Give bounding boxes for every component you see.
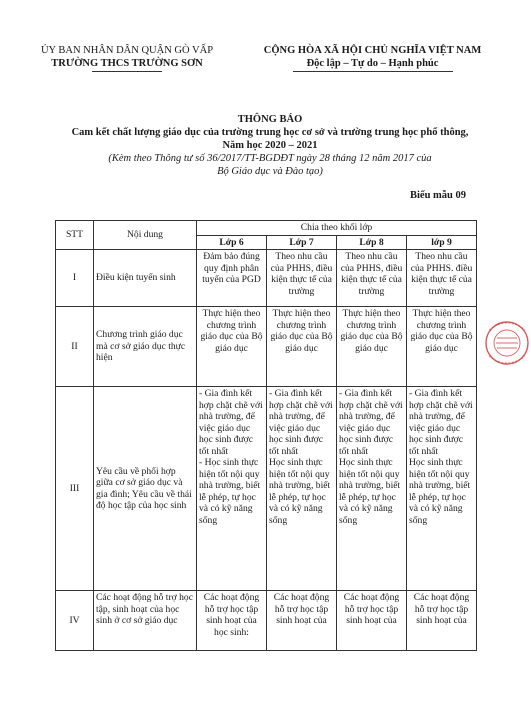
row-cell-grade-7: Theo nhu cầu của PHHS, điều kiện thực tế của trường bbox=[267, 250, 337, 307]
row-cell-grade-9: - Gia đình kết hợp chặt chẽ với nhà trường, để việc giáo dục học sinh được tốt nhất Học sinh thực hiện tốt nội quy nhà trường, biết lễ phép, tự học và có kỹ năng sống bbox=[407, 387, 477, 591]
row-stt: II bbox=[56, 307, 94, 387]
header-grade-6: Lớp 6 bbox=[197, 235, 267, 250]
authority-name: ỦY BAN NHÂN DÂN QUẬN GÒ VẤP bbox=[40, 45, 214, 56]
document-title-block bbox=[30, 113, 510, 178]
row-stt: III bbox=[56, 387, 94, 591]
row-stt: I bbox=[56, 250, 94, 307]
school-name: TRƯỜNG THCS TRƯỜNG SƠN bbox=[51, 58, 203, 69]
issuer-block bbox=[22, 44, 232, 72]
row-cell-grade-8: Các hoạt động hỗ trợ học tập sinh hoạt của bbox=[337, 591, 407, 651]
row-cell-grade-6: Thực hiện theo chương trình giáo dục của Bộ giáo dục bbox=[197, 307, 267, 387]
school-seal-stamp bbox=[479, 318, 529, 368]
header-grade-7: Lớp 7 bbox=[267, 235, 337, 250]
form-number: Biểu mẫu 09 bbox=[410, 190, 467, 201]
row-cell-grade-6: Các hoạt động hỗ trợ học tập sinh hoạt của học sinh: bbox=[197, 591, 267, 651]
header-grade-8: Lớp 8 bbox=[337, 235, 407, 250]
row-cell-grade-6: Đảm bảo đúng quy định phân tuyến của PGD bbox=[197, 250, 267, 307]
school-year: Năm học 2020 – 2021 bbox=[222, 140, 318, 151]
table-row bbox=[56, 387, 477, 591]
row-cell-grade-9: Các hoạt động hỗ trợ học tập sinh hoạt của bbox=[407, 591, 477, 651]
table-row bbox=[56, 250, 477, 307]
reference-line-2: Bộ Giáo dục và Đào tạo) bbox=[217, 166, 323, 177]
row-cell-grade-9: Thực hiện theo chương trình giáo dục của Bộ giáo dục bbox=[407, 307, 477, 387]
notice-title: THÔNG BÁO bbox=[237, 114, 303, 125]
row-cell-grade-8: Thực hiện theo chương trình giáo dục của Bộ giáo dục bbox=[337, 307, 407, 387]
row-content: Các hoạt động hỗ trợ học tập, sinh hoạt của học sinh ở cơ sở giáo dục bbox=[94, 591, 197, 651]
national-heading bbox=[240, 44, 505, 72]
row-cell-grade-8: - Gia đình kết hợp chặt chẽ với nhà trường, để việc giáo dục học sinh được tốt nhất Học sinh thực hiện tốt nội quy nhà trường, biết lễ phép, tự học và có kỹ năng sống bbox=[337, 387, 407, 591]
row-cell-grade-7: - Gia đình kết hợp chặt chẽ với nhà trường, để việc giáo dục học sinh được tốt nhất Học sinh thực hiện tốt nội quy nhà trường, biết lễ phép, tự học và có kỹ năng sống bbox=[267, 387, 337, 591]
header-grade-9: lớp 9 bbox=[407, 235, 477, 250]
row-cell-grade-7: Các hoạt động hỗ trợ học tập sinh hoạt của bbox=[267, 591, 337, 651]
header-content: Nội dung bbox=[94, 221, 197, 250]
row-content: Chương trình giáo dục mà cơ sở giáo dục thực hiện bbox=[94, 307, 197, 387]
notice-subject: Cam kết chất lượng giáo dục của trường trung học cơ sở và trường trung học phổ thông, bbox=[71, 127, 469, 138]
header-grade-group: Chia theo khối lớp bbox=[197, 221, 477, 236]
motto-underline bbox=[293, 71, 453, 72]
table-row bbox=[56, 591, 477, 651]
row-cell-grade-7: Thực hiện theo chương trình giáo dục của Bộ giáo dục bbox=[267, 307, 337, 387]
row-cell-grade-6: - Gia đình kết hợp chặt chẽ với nhà trường, để việc giáo dục học sinh được tốt nhất - Học sinh thực hiện tốt nội quy nhà trường, biết lễ phép, tự học và có kỹ năng sống bbox=[197, 387, 267, 591]
row-cell-grade-8: Theo nhu cầu của PHHS, điều kiện thực tế của trường bbox=[337, 250, 407, 307]
table-row bbox=[56, 307, 477, 387]
table-header-row-1 bbox=[56, 221, 477, 236]
row-stt: IV bbox=[56, 591, 94, 651]
reference-line-1: (Kèm theo Thông tư số 36/2017/TT-BGDĐT ngày 28 tháng 12 năm 2017 của bbox=[108, 153, 432, 164]
issuer-underline bbox=[92, 71, 162, 72]
header-stt: STT bbox=[56, 221, 94, 250]
nation-name: CỘNG HÒA XÃ HỘI CHỦ NGHĨA VIỆT NAM bbox=[263, 45, 482, 56]
row-cell-grade-9: Theo nhu cầu của PHHS. điều kiện thực tế của trường bbox=[407, 250, 477, 307]
row-content: Điều kiện tuyển sinh bbox=[94, 250, 197, 307]
row-content: Yêu cầu về phối hợp giữa cơ sở giáo dục và gia đình; Yêu cầu về thái độ học tập của học sinh bbox=[94, 387, 197, 591]
commitment-table bbox=[55, 220, 477, 651]
national-motto: Độc lập – Tự do – Hạnh phúc bbox=[306, 58, 439, 69]
